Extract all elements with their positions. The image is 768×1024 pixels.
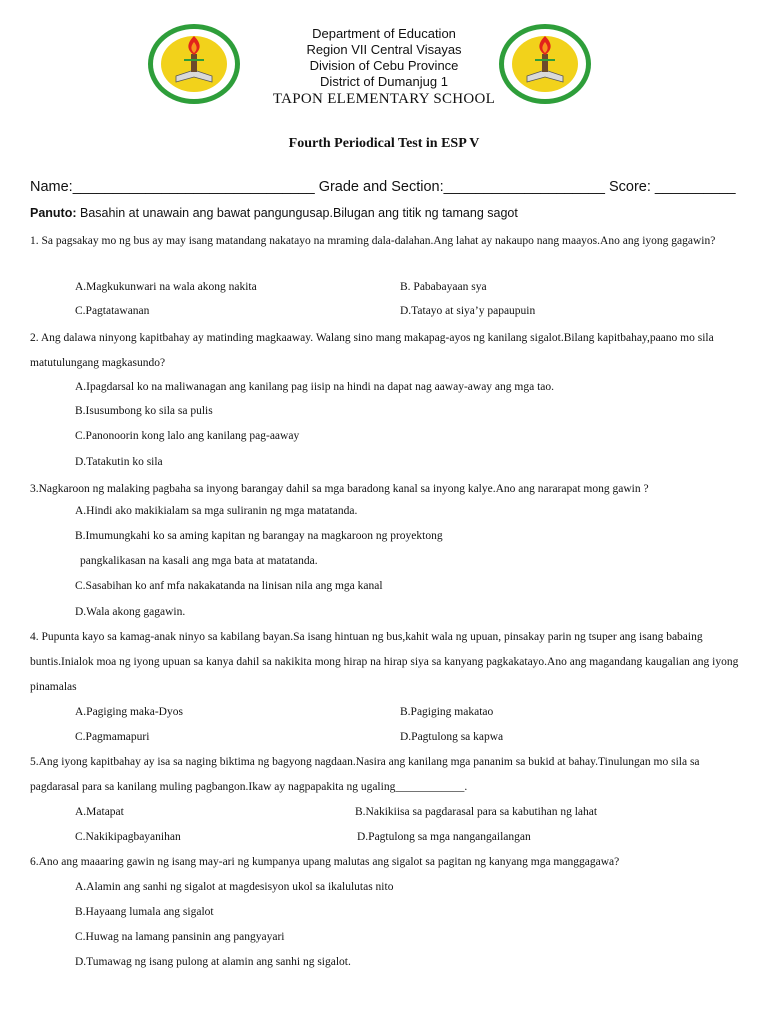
instructions [30, 206, 740, 220]
q6-option-a: A.Alamin ang sanhi ng sigalot at magdesisyon ukol sa ikalulutas nito [75, 881, 394, 893]
q5-option-c: C.Nakikipagbayanihan [75, 831, 181, 843]
q4-option-c: C.Pagmamapuri [75, 731, 150, 743]
name-label: Name: [30, 179, 73, 195]
question-1: 1. Sa pagsakay mo ng bus ay may isang matandang nakatayo na mraming dala-dalahan.Ang lahat ay nakaupo nang maayos.Ano ang iyong gagawin? [30, 235, 716, 247]
question-4: 4. Pupunta kayo sa kamag-anak ninyo sa kabilang bayan.Sa isang hintuan ng bus,kahit wala ng upuan, pinsakay parin ng tsuper ang isang babaing buntis.Inialok moa ng iyong upuan sa kanya dahil sa nakikita mong hirap na hirap siya sa kanyang pagkakatayo.Ano ang magandang kaugalian ang iyong pinamalas [30, 631, 739, 693]
q1-option-a: A.Magkukunwari na wala akong nakita [75, 281, 257, 293]
score-blank: __________ [654, 179, 736, 195]
grade-blank: ____________________ [443, 179, 605, 195]
letterhead [0, 26, 768, 108]
name-blank: ______________________________ [72, 179, 315, 195]
q3-option-b: B.Imumungkahi ko sa aming kapitan ng barangay na magkaroon ng proyektong [75, 530, 443, 542]
q5-option-b: B.Nakikiisa sa pagdarasal para sa kabutihan ng lahat [355, 806, 598, 818]
test-title: Fourth Periodical Test in ESP V [288, 136, 480, 151]
question-2: 2. Ang dalawa ninyong kapitbahay ay matinding magkaaway. Walang sino mang makapag-ayos ng kanilang sigalot.Bilang kapitbahay,paano mo sila matutulungang magkasundo? [30, 332, 714, 369]
question-6: 6.Ano ang maaaring gawin ng isang may-ari ng kumpanya upang malutas ang sigalot sa pagitan ng kanyang mga manggagawa? [30, 856, 620, 868]
q1-option-b: B. Pababayaan sya [400, 281, 487, 293]
q2-option-b: B.Isusumbong ko sila sa pulis [75, 405, 213, 417]
q4-option-a: A.Pagiging maka-Dyos [75, 706, 183, 718]
score-label: Score: [608, 179, 651, 195]
q3-option-a: A.Hindi ako makikialam sa mga suliranin ng mga matatanda. [75, 505, 358, 517]
q1-option-d: D.Tatayo at siya’y papaupuin [400, 305, 536, 317]
q1-option-c: C.Pagtatawanan [75, 305, 150, 317]
q6-option-d: D.Tumawag ng isang pulong at alamin ang sanhi ng sigalot. [75, 956, 351, 968]
instructions-text: Basahin at unawain ang bawat pangungusap.Bilugan ang titik ng tamang sagot [76, 206, 518, 220]
q2-option-a: A.Ipagdarsal ko na maliwanagan ang kanilang pag iisip na hindi na dapat nag aaway-away ang mga tao. [75, 381, 554, 393]
dept-line: Department of Education [312, 26, 456, 41]
q3-option-c: C.Sasabihan ko anf mfa nakakatanda na linisan nila ang mga kanal [75, 580, 383, 592]
q2-option-d: D.Tatakutin ko sila [75, 456, 163, 468]
student-info-row [30, 179, 750, 195]
question-3: 3.Nagkaroon ng malaking pagbaha sa inyong barangay dahil sa mga baradong kanal sa inyong kalye.Ano ang nararapat mong gawin ? [30, 483, 649, 495]
question-5: 5.Ang iyong kapitbahay ay isa sa naging biktima ng bagyong nagdaan.Nasira ang kanilang mga pananim sa bukid at bahay.Tinulungan mo sila sa pagdarasal para sa kanilang muling pagbangon.Ikaw ay nagpapakita ng ugaling____________. [30, 756, 700, 793]
q4-option-b: B.Pagiging makatao [400, 706, 494, 718]
school-name: TAPON ELEMENTARY SCHOOL [272, 91, 496, 107]
q6-option-c: C.Huwag na lamang pansinin ang pangyayari [75, 931, 285, 943]
instructions-label: Panuto: [30, 206, 77, 220]
district-line: District of Dumanjug 1 [320, 74, 448, 89]
q2-option-c: C.Panonoorin kong lalo ang kanilang pag-aaway [75, 430, 300, 442]
q3-option-d: D.Wala akong gagawin. [75, 606, 186, 618]
region-line: Region VII Central Visayas [306, 42, 462, 57]
q4-option-d: D.Pagtulong sa kapwa [400, 731, 504, 743]
q5-option-a: A.Matapat [75, 806, 124, 818]
division-line: Division of Cebu Province [309, 58, 459, 73]
q3-option-b-continued: pangkalikasan na kasali ang mga bata at matatanda. [80, 555, 318, 567]
grade-label: Grade and Section: [318, 179, 444, 195]
q6-option-b: B.Hayaang lumala ang sigalot [75, 906, 214, 918]
q5-option-d: D.Pagtulong sa mga nangangailangan [357, 831, 531, 843]
